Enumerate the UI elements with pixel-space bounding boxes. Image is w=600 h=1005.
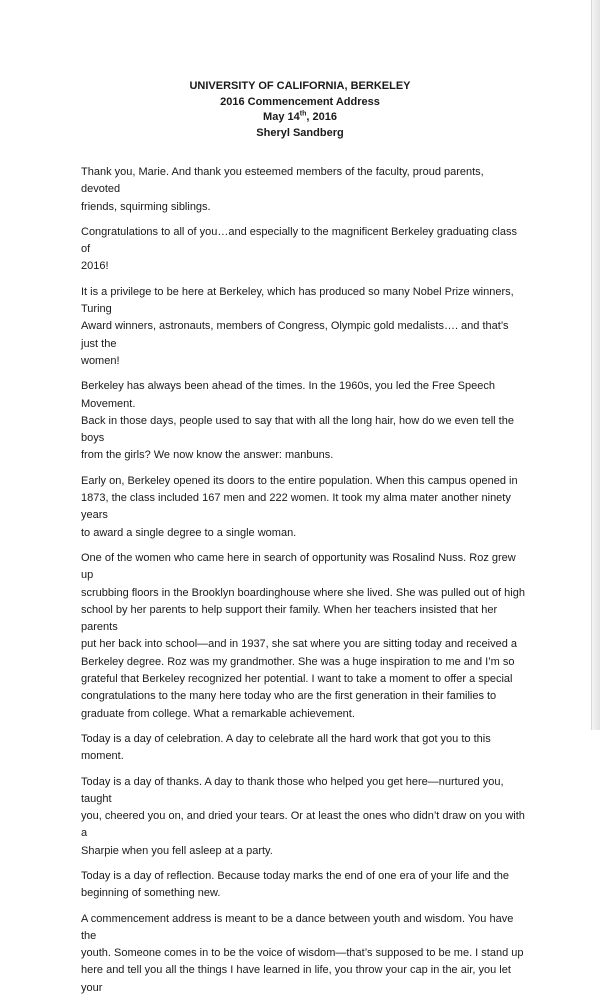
document-body bbox=[81, 164, 525, 1005]
paragraph: Early on, Berkeley opened its doors to the entire population. When this campus opened in 1873, the class included 167 men and 222 women. It took my alma mater another ninety years to award a single degree to a single woman. bbox=[81, 474, 518, 539]
paragraph: It is a privilege to be here at Berkeley, which has produced so many Nobel Prize winners, Turing Award winners, astronauts, members of Congress, Olympic gold medalists…. and that’s just the women! bbox=[81, 285, 514, 367]
date-ordinal: th bbox=[299, 110, 307, 118]
speaker-name: Sheryl Sandberg bbox=[256, 126, 344, 139]
paragraph: Congratulations to all of you…and especially to the magnificent Berkeley graduating class of 2016! bbox=[81, 225, 517, 273]
paragraph: Today is a day of thanks. A day to thank those who helped you get here—nurtured you, taught you, cheered you on, and dried your tears. Or at least the ones who didn’t draw on you with a Sharpie when you fell asleep at a party. bbox=[81, 775, 525, 857]
paragraph: Thank you, Marie. And thank you esteemed members of the faculty, proud parents, devoted friends, squirming siblings. bbox=[81, 166, 484, 213]
paragraph: Today is a day of celebration. A day to celebrate all the hard work that got you to this moment. bbox=[81, 732, 491, 763]
document-header bbox=[0, 79, 600, 141]
paragraph: Today is a day of reflection. Because today marks the end of one era of your life and the beginning of something new. bbox=[81, 869, 510, 900]
university-title: UNIVERSITY OF CALIFORNIA, BERKELEY bbox=[189, 80, 411, 92]
paragraph: A commencement address is meant to be a dance between youth and wisdom. You have the youth. Someone comes in to be the voice of wisdom—that’s supposed to be me. I stand up here and tell you all the things I have learned in life, you throw your cap in the air, you let your bbox=[81, 912, 524, 994]
paragraph: One of the women who came here in search of opportunity was Rosalind Nuss. Roz grew up scrubbing floors in the Brooklyn boardinghouse where she lived. She was pulled out of high school by her parents to help support their family. When her teachers insisted that her parents put her back into school—and in 1937, she sat where you are sitting today and received a Berkeley degree. Roz was my grandmother. She was a huge inspiration to me and I’m so grateful that Berkeley recognized her potential. I want to take a moment to offer a special congratulations to the many here today who are the first generation in their families to graduate from college. What a remarkable achievement. bbox=[81, 551, 525, 720]
paragraph: Berkeley has always been ahead of the times. In the 1960s, you led the Free Speech Movement. Back in those days, people used to say that with all the long hair, how do we even tell the boys from the girls? We now know the answer: manbuns. bbox=[81, 380, 514, 462]
date-month-day: May 14 bbox=[263, 111, 300, 124]
event-title: 2016 Commencement Address bbox=[220, 95, 380, 108]
date-year: , 2016 bbox=[306, 111, 337, 124]
event-date bbox=[0, 110, 600, 126]
